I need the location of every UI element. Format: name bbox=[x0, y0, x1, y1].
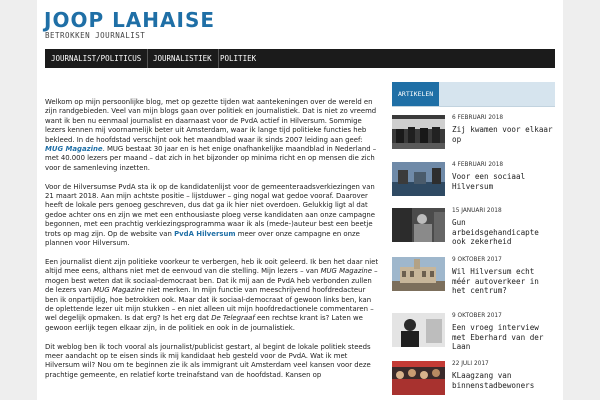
post-thumbnail[interactable] bbox=[392, 257, 445, 291]
sidebar-post[interactable] bbox=[392, 313, 555, 357]
post-thumbnail[interactable] bbox=[392, 208, 445, 242]
sidebar-heading-bar bbox=[392, 82, 555, 107]
nav-item-journalist-politicus[interactable]: JOURNALIST/POLITICUS bbox=[45, 49, 148, 68]
sidebar-post[interactable] bbox=[392, 208, 555, 252]
post-date: 22 JULI 2017 bbox=[452, 361, 489, 367]
post-thumbnail[interactable] bbox=[392, 361, 445, 395]
text: . MUG bestaat 30 jaar en is het enige onafhankelijke maandblad in Nederland – met 40.000 lezers per maand – dat zich in het bijzonder op minima richt en op mensen die zich voor de samenleving inzetten. bbox=[45, 145, 377, 172]
main-nav bbox=[45, 49, 555, 68]
site-title[interactable]: JOOP LAHAISE bbox=[44, 8, 216, 32]
nav-item-journalistiek[interactable]: JOURNALISTIEK bbox=[147, 49, 219, 68]
sidebar-post[interactable] bbox=[392, 115, 555, 159]
sidebar bbox=[392, 82, 555, 390]
post-thumbnail[interactable] bbox=[392, 313, 445, 347]
nav-item-politiek[interactable]: POLITIEK bbox=[220, 54, 257, 63]
emphasis: MUG Magazine bbox=[93, 286, 145, 295]
post-title[interactable]: Wil Hilversum echt méér autoverkeer in het centrum? bbox=[452, 267, 539, 295]
mug-magazine-link[interactable]: MUG Magazine bbox=[45, 145, 103, 154]
pvda-hilversum-link[interactable]: PvdA Hilversum bbox=[174, 229, 236, 238]
post-date: 6 FEBRUARI 2018 bbox=[452, 115, 504, 121]
sidebar-post[interactable] bbox=[392, 162, 555, 206]
sidebar-post[interactable] bbox=[392, 257, 555, 301]
post-title[interactable]: Een vroeg interview met Eberhard van der Laan bbox=[452, 323, 544, 351]
post-title[interactable]: Zij kwamen voor elkaar op bbox=[452, 125, 553, 144]
emphasis: De Telegraaf bbox=[211, 314, 255, 323]
sidebar-post[interactable] bbox=[392, 361, 555, 400]
main-content bbox=[45, 98, 380, 390]
sidebar-heading: ARTIKELEN bbox=[392, 82, 439, 106]
post-date: 9 OKTOBER 2017 bbox=[452, 313, 502, 319]
text: Welkom op mijn persoonlijke blog, met op gezette tijden wat aantekeningen over de wereld en zijn randgebieden. Veel van mijn blogs gaan over politiek en journalistiek. Dat is niet zo vreemd want ik ben nu eenmaal journalist en daarnaast voor de PvdA actief in Hilversum. Sommige lezers kennen mij voornamelijk beter uit Amsterdam, waar ik lange tijd politieke functies heb bekleed. In de hoofdstad verschijnt ook het maandblad waar ik sinds 2007 leiding aan geef: bbox=[45, 98, 377, 144]
post-title[interactable]: Gun arbeidsgehandicapte ook zekerheid bbox=[452, 218, 539, 246]
text: meer over onze campagne en onze plannen voor Hilversum. bbox=[45, 229, 360, 248]
text: – mogen best weten dat ik sociaal-democraat ben. Dat ik mij aan de PvdA heb verbonden zullen de lezers van bbox=[45, 267, 378, 295]
text: Een journalist dient zijn politieke voorkeur te verbergen, heb ik ooit geleerd. Ik ben het daar niet altijd mee eens, althans niet met de eenvoud van die stelling. Mijn lezers – van bbox=[45, 257, 379, 276]
emphasis: MUG Magazine bbox=[320, 267, 372, 276]
page-container bbox=[37, 0, 563, 400]
text: een rechtse krant is? Laten we gewoon eerlijk tegen elkaar zijn, in de politiek en ook in de journalistiek. bbox=[45, 314, 363, 332]
post-thumbnail[interactable] bbox=[392, 162, 445, 196]
text: niet merken. In mijn functie van meeschrijvend hoofdredacteur ben ik onpartijdig, hoe betrokken ook. Maar dat ik sociaal-democraat of gewoon links ben, kan de oplettende lezer uit mijn stukken – en niet alleen uit mijn hoofdredactionele commentaren – wel degelijk opmaken. Is dat erg? Is het erg dat bbox=[45, 286, 374, 323]
intro-paragraph bbox=[45, 98, 380, 173]
site-tagline: BETROKKEN JOURNALIST bbox=[45, 31, 146, 40]
post-title[interactable]: KLaagzang van binnenstadbewoners bbox=[452, 371, 535, 390]
weblog-paragraph bbox=[45, 343, 380, 381]
text: Voor de Hilversumse PvdA sta ik op de kandidatenlijst voor de gemeenteraadsverkiezingen van 21 maart 2018. Aan mijn achtste positie – lijstduwer – ging nogal wat gedoe vooraf. Daarover heeft de lokale pers genoeg geschreven, dus dat ga ik hier niet overdoen. Gelukkig ligt al dat gedoe achter ons en zijn we met een enthousiaste ploeg verse kandidaten aan onze campagne begonnen, met een prachtig verkiezingsprogramma waar ik als (mede-)auteur best een beetje trots op mag zijn. Op de website van bbox=[45, 182, 376, 238]
journalism-paragraph bbox=[45, 258, 380, 333]
post-date: 4 FEBRUARI 2018 bbox=[452, 162, 504, 168]
post-date: 9 OKTOBER 2017 bbox=[452, 257, 502, 263]
post-title[interactable]: Voor een sociaal Hilversum bbox=[452, 172, 526, 191]
candidacy-paragraph bbox=[45, 183, 380, 249]
post-date: 15 JANUARI 2018 bbox=[452, 208, 502, 214]
text: Dit weblog ben ik toch vooral als journalist/publicist gestart, al begint de lokale politiek steeds meer aandacht op te eisen sinds ik mij kandidaat heb gesteld voor de PvdA. Wat ik met Hilversum wil? Nou om te beginnen zie ik als immigrant uit Amsterdam veel kansen voor deze prachtige gemeente, en relatief korte treinafstand van de hoofdstad. Kansen op bbox=[45, 342, 371, 379]
post-thumbnail[interactable] bbox=[392, 115, 445, 149]
